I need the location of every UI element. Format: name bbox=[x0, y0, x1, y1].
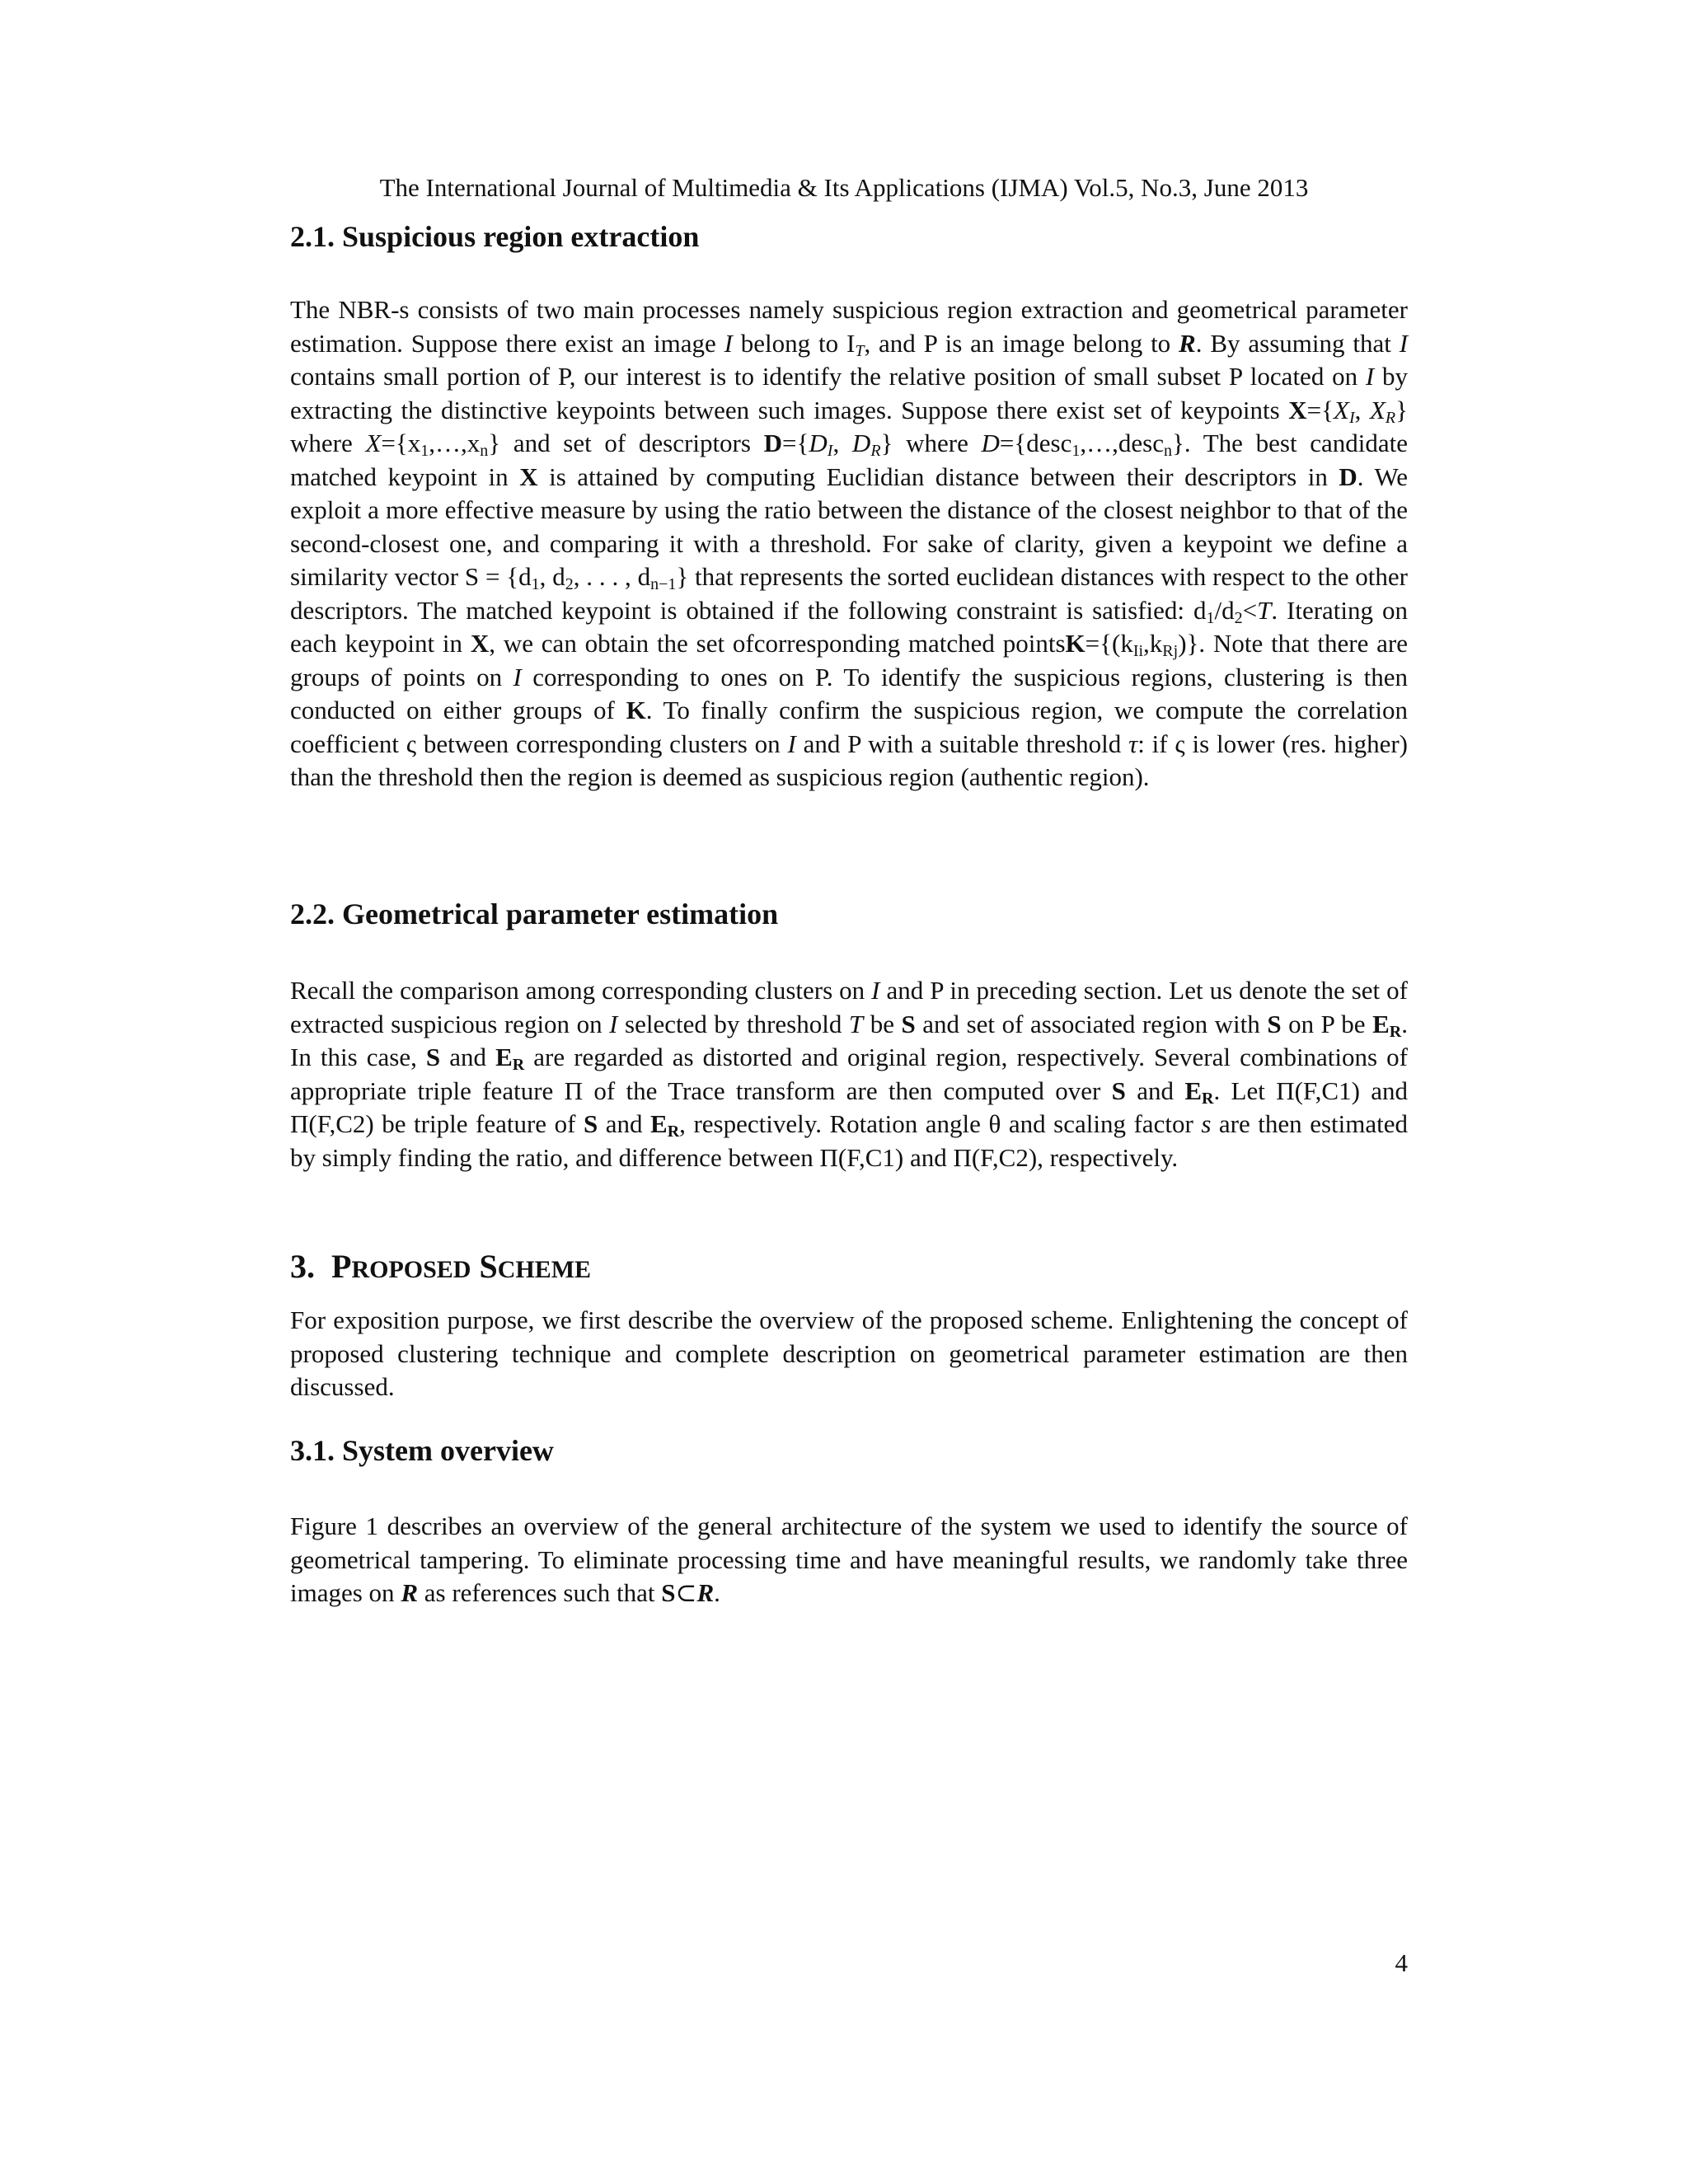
section-3-title-p: P bbox=[331, 1248, 352, 1285]
section-3-heading bbox=[290, 1246, 1408, 1291]
section-2-2-heading bbox=[290, 896, 1408, 932]
section-2-2-paragraph bbox=[290, 974, 1408, 1174]
section-2-1-heading bbox=[290, 218, 1408, 255]
section-3-text: For exposition purpose, we first describe the overview of the proposed scheme. Enlightening the concept of proposed clustering technique and complete description on geometrical parameter estimation are then discussed. bbox=[290, 1305, 1408, 1401]
section-2-2-text: Recall the comparison among corresponding clusters on I and P in preceding section. Let us denote the set of extracted suspicious region on I selected by threshold T be S and set of associated region with S on P be $E_R$. In this case, S and $E_R$ are regarded as distorted and original region, respectively. Several combinations of appropriate triple feature Π of the Trace transform are then computed over S and $E_R$. Let Π(F,C1) and Π(F,C2) be triple feature of S and $E_R$, respectively. Rotation angle θ and scaling factor s are then estimated by simply finding the ratio, and difference between Π(F,C1) and Π(F,C2), respectively. bbox=[290, 976, 1409, 1172]
section-2-2-title: 2.2. Geometrical parameter estimation bbox=[290, 898, 779, 930]
section-2-1-title: 2.1. Suspicious region extraction bbox=[290, 220, 700, 253]
section-3-1-title: 3.1. System overview bbox=[290, 1434, 554, 1467]
section-3-title-s: S bbox=[479, 1248, 498, 1285]
section-3-1-paragraph bbox=[290, 1510, 1408, 1610]
section-3-title bbox=[290, 1246, 1408, 1291]
section-3-1-text: Figure 1 describes an overview of the general architecture of the system we used to identify the source of geometrical tampering. To eliminate processing time and have meaningful results, we randomly take three images on R as references such that S⊂R. bbox=[290, 1511, 1408, 1607]
section-3-number: 3. bbox=[290, 1248, 315, 1285]
section-3-1-heading bbox=[290, 1432, 1408, 1469]
section-3-paragraph bbox=[290, 1304, 1408, 1404]
section-2-1-text: The NBR-s consists of two main processes namely suspicious region extraction and geometrical parameter estimation. Suppose there exist an image I belong to $I_T$, and P is an image belong to R. By assuming that I contains small portion of P, our interest is to identify the relative position of small subset P located on I by extracting the distinctive keypoints between such images. Suppose there exist set of keypoints $X=\{X_I$, $X_R$} where $X=\{x_1,\dots,x_n\}$ and set of descriptors $D=\{D_I$, $D_R$} where D={desc$_1$,…,desc$_n$}. The best candidate matched keypoint in X is attained by computing Euclidian distance between their descriptors in D. We exploit a more effective measure by using the ratio between the distance of the closest neighbor to that of the second-closest one, and comparing it with a threshold. For sake of clarity, given a keypoint we define a similarity vector $S = \{d_1$, $d_2$, . . . , $d_{n-1}$} that represents the sorted euclidean distances with respect to the other descriptors. The matched keypoint is obtained if the following constraint is satisfied: $d_1/d_2<T$. Iterating on each keypoint in X, we can obtain the set ofcorresponding matched $pointsK=\{(k_{Ii},k_{Rj})\}$. Note that there are groups of points on I corresponding to ones on P. To identify the suspicious regions, clustering is then conducted on either groups of K. To finally confirm the suspicious region, we compute the correlation coefficient ς between corresponding clusters on I and P with a suitable threshold τ: if ς is lower (res. higher) than the threshold then the region is deemed as suspicious region (authentic region). bbox=[290, 295, 1409, 791]
section-2-1-paragraph bbox=[290, 293, 1408, 794]
page-number: 4 bbox=[1395, 1948, 1408, 1977]
section-3-title-roposed: ROPOSED bbox=[351, 1256, 471, 1283]
running-header: The International Journal of Multimedia & Its Applications (IJMA) Vol.5, No.3, June 2013 bbox=[379, 173, 1309, 202]
section-3-title-cheme: CHEME bbox=[497, 1256, 592, 1283]
